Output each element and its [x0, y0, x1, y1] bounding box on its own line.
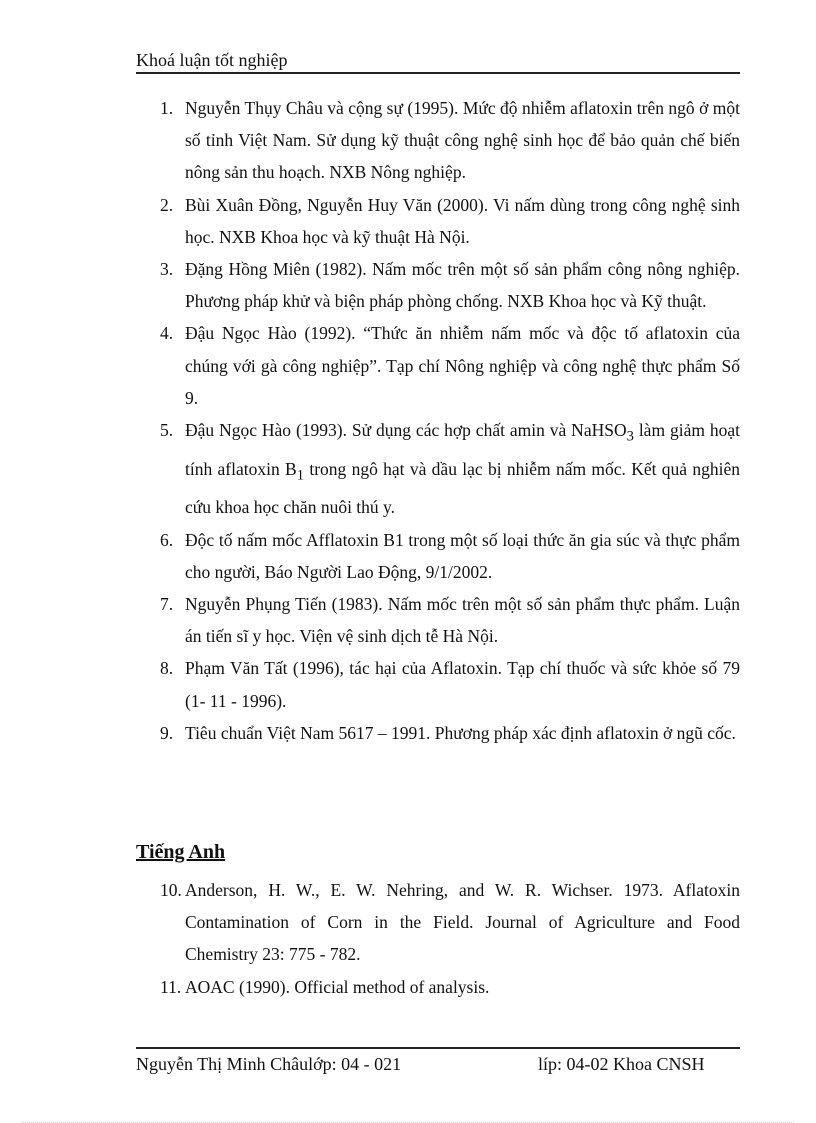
reference-item	[136, 652, 740, 716]
reference-number: 2.	[160, 194, 174, 215]
reference-text: Đậu Ngọc Hào (1992). “Thức ăn nhiễm nấm mốc và độc tố aflatoxin của chúng với gà công nghiệp”. Tạp chí Nông nghiệp và công nghệ thực phẩm Số 9.	[185, 323, 740, 408]
reference-item	[136, 253, 740, 317]
reference-number: 3.	[160, 259, 174, 280]
reference-number: 11.	[160, 976, 182, 997]
reference-text: Anderson, H. W., E. W. Nehring, and W. R. Wichser. 1973. Aflatoxin Contamination of Corn in the Field. Journal of Agriculture and Food Chemistry 23: 775 - 782.	[185, 880, 740, 965]
footer-author-class: Nguyễn Thị Minh Châulớp: 04 - 021	[136, 1054, 402, 1074]
reference-text: Độc tố nấm mốc Afflatoxin B1 trong một số loại thức ăn gia súc và thực phẩm cho người, Báo Người Lao Động, 9/1/2002.	[185, 529, 740, 582]
references-english-list	[136, 874, 740, 1003]
reference-item	[136, 588, 740, 652]
reference-number: 7.	[160, 594, 174, 615]
reference-text-part: trong ngô hạt và dầu lạc bị nhiễm nấm mốc. Kết quả nghiên cứu khoa học chăn nuôi thú y.	[185, 458, 740, 518]
reference-text	[185, 420, 740, 517]
reference-number: 6.	[160, 529, 174, 550]
page-footer	[136, 1051, 740, 1077]
reference-item	[136, 414, 740, 524]
footer-class-department: líp: 04-02 Khoa CNSH	[538, 1054, 705, 1074]
references-vietnamese-list	[136, 92, 740, 749]
section-heading-english: Tiếng Anh	[136, 841, 226, 863]
reference-number: 4.	[160, 323, 174, 344]
reference-item	[136, 971, 740, 1003]
page-header	[136, 48, 740, 72]
subscript: 1	[296, 467, 305, 484]
reference-text: Phạm Văn Tất (1996), tác hại của Aflatoxin. Tạp chí thuốc và sức khỏe số 79 (1- 11 - 1996).	[185, 658, 740, 711]
reference-text: Tiêu chuẩn Việt Nam 5617 – 1991. Phương pháp xác định aflatoxin ở ngũ cốc.	[185, 722, 736, 743]
reference-text: Đặng Hồng Miên (1982). Nấm mốc trên một số sản phẩm công nông nghiệp. Phương pháp khử và biện pháp phòng chống. NXB Khoa học và Kỹ thuật.	[185, 259, 740, 312]
reference-item	[136, 874, 740, 971]
reference-text: Nguyễn Phụng Tiến (1983). Nấm mốc trên một số sản phẩm thực phẩm. Luận án tiến sĩ y học. Viện vệ sinh dịch tễ Hà Nội.	[185, 594, 740, 647]
reference-text: AOAC (1990). Official method of analysis.	[185, 976, 490, 997]
reference-text-part: làm giảm hoạt tính aflatoxin B	[185, 420, 740, 479]
reference-item	[136, 92, 740, 189]
reference-text-part: Đậu Ngọc Hào (1993). Sử dụng các hợp chất amin và NaHSO	[185, 420, 627, 441]
reference-item	[136, 317, 740, 414]
reference-text: Nguyễn Thụy Châu và cộng sự (1995). Mức độ nhiễm aflatoxin trên ngô ở một số tỉnh Việt Nam. Sử dụng kỹ thuật công nghệ sinh học để bảo quản chế biến nông sản thu hoạch. NXB Nông nghiệp.	[185, 98, 740, 183]
reference-item	[136, 189, 740, 253]
reference-number: 1.	[160, 98, 174, 118]
reference-item	[136, 524, 740, 588]
reference-number: 8.	[160, 658, 174, 679]
reference-number: 5.	[160, 420, 174, 441]
reference-number: 9.	[160, 722, 174, 743]
footer-divider	[136, 1047, 740, 1049]
reference-text: Bùi Xuân Đồng, Nguyễn Huy Văn (2000). Vi nấm dùng trong công nghệ sinh học. NXB Khoa học và kỹ thuật Hà Nội.	[185, 194, 740, 247]
reference-item	[136, 717, 740, 749]
subscript: 3	[626, 428, 634, 445]
header-title: Khoá luận tốt nghiệp	[136, 50, 288, 70]
header-divider	[136, 72, 740, 74]
reference-number: 10.	[160, 880, 182, 900]
